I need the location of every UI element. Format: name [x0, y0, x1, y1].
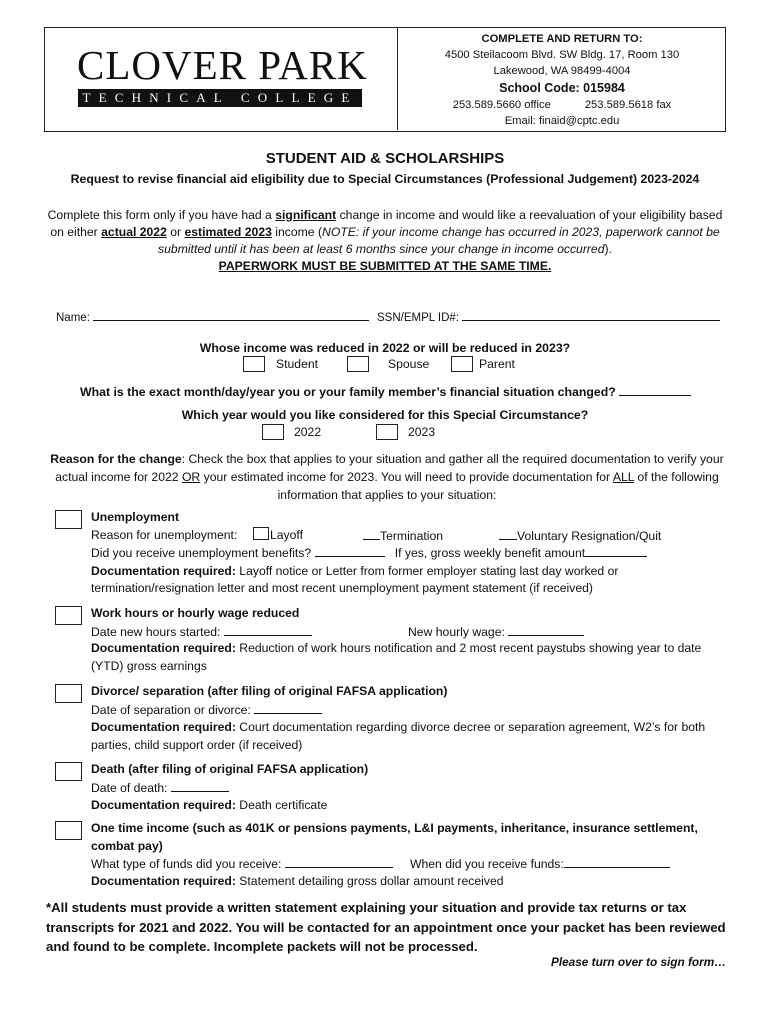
option-2022: 2022: [294, 425, 322, 439]
section-title: Unemployment: [91, 510, 180, 524]
reason-text: : Check the box that applies to your situation and gather all the required documentation to verify your actual income for 2022: [55, 452, 724, 484]
name-label: Name: [56, 312, 87, 324]
reason-or: OR: [181, 470, 201, 484]
logo-main-text: CLOVER PARK: [77, 42, 368, 88]
contact-info: [397, 28, 726, 130]
email: Email: finaid@cptc.edu: [504, 115, 620, 127]
intro-note: : if your income change has occurred in 2023, paperwork cannot be submitted until it has been at least 6 months since your change in income occurred: [158, 225, 720, 256]
intro-significant: significant: [275, 208, 337, 222]
reason-text: of the following information that applies to your situation:: [277, 470, 719, 502]
checkbox-parent[interactable]: [451, 356, 473, 372]
doc-label: Documentation required:: [91, 798, 236, 812]
section-death: [91, 761, 731, 815]
doc-text: Reduction of work hours notification and 2 most recent paystubs showing year to date (YTD) gross earnings: [91, 641, 702, 673]
question-date-text: What is the exact month/day/year you or your family member’s financial situation changed?: [80, 385, 616, 399]
section-title: Death (after filing of original FAFSA application): [91, 762, 369, 776]
doc-text: Death certificate: [235, 798, 328, 812]
onetime-documentation: [91, 873, 711, 891]
layoff-label: Layoff: [270, 527, 303, 542]
benefits-field[interactable]: [315, 544, 385, 557]
death-date-row: [91, 779, 731, 798]
weekly-benefit-field[interactable]: [585, 544, 647, 557]
death-date-label: Date of death:: [91, 780, 168, 795]
wage-label: New hourly wage:: [408, 624, 505, 639]
office-phone: 253.589.5660 office: [452, 99, 551, 111]
section-title: One time income (such as 401K or pensions payments, L&I payments, inheritance, insurance settlement, combat pay): [91, 821, 698, 853]
divorce-date-field[interactable]: [254, 701, 322, 714]
resignation-blank[interactable]: [499, 527, 517, 540]
checkbox-spouse[interactable]: [347, 356, 369, 372]
weekly-benefit-label: If yes, gross weekly benefit amount: [394, 546, 586, 560]
funds-type-label: What type of funds did you receive:: [91, 857, 282, 871]
ssn-field[interactable]: [462, 308, 720, 321]
checkbox-divorce[interactable]: [55, 684, 82, 703]
doc-text: Layoff notice or Letter from former employer stating last day worked or termination/resignation letter and most recent unemployment payment statement (if received): [91, 563, 619, 595]
termination-blank[interactable]: [363, 527, 380, 540]
intro-paragraph: [44, 207, 726, 275]
funds-when-label: When did you receive funds:: [410, 857, 564, 871]
section-one-time-income: [91, 820, 711, 890]
page-subtitle: Request to revise financial aid eligibility due to Special Circumstances (Professional Judgement) 2023-2024: [70, 172, 700, 186]
option-student: Student: [276, 357, 319, 371]
unemployment-documentation: [91, 563, 731, 598]
address-line-2: Lakewood, WA 98499-4004: [493, 65, 631, 77]
doc-label: Documentation required:: [91, 563, 236, 578]
resignation-option[interactable]: [499, 527, 661, 546]
hours-date-field[interactable]: [224, 623, 312, 636]
death-date-field[interactable]: [171, 779, 229, 792]
ssn-row: SSN/EMPL ID#:: [377, 308, 720, 324]
logo-sub-text: TECHNICAL COLLEGE: [78, 89, 362, 107]
doc-text: Statement detailing gross dollar amount received: [235, 873, 504, 888]
funds-type-field[interactable]: [285, 855, 393, 868]
unemployment-reason-row: [91, 527, 731, 545]
school-code: School Code: 015984: [499, 81, 625, 95]
intro-text: income (: [271, 225, 323, 239]
layoff-option[interactable]: [253, 527, 303, 545]
checkbox-2023[interactable]: [376, 424, 398, 440]
doc-text: Court documentation regarding divorce decree or separation agreement, W2’s for both parties, child support order (if received): [91, 720, 706, 752]
name-row: Name:: [56, 308, 369, 324]
page-title: STUDENT AID & SCHOLARSHIPS: [265, 150, 505, 167]
benefits-question: Did you receive unemployment benefits?: [91, 546, 312, 560]
intro-text: change in income and would like a reevaluation of your eligibility based on either: [50, 208, 723, 239]
intro-note-label: NOTE: [322, 225, 356, 239]
submit-same-time-notice: PAPERWORK MUST BE SUBMITTED AT THE SAME TIME.: [218, 259, 552, 273]
layoff-checkbox[interactable]: [253, 527, 269, 540]
question-whose-income: Whose income was reduced in 2022 or will be reduced in 2023?: [199, 341, 571, 355]
section-unemployment: [91, 509, 731, 598]
ssn-label: SSN/EMPL ID#: [377, 312, 456, 324]
option-spouse: Spouse: [388, 357, 430, 371]
college-logo: [45, 28, 395, 130]
wage-field[interactable]: [508, 623, 584, 636]
section-title: Work hours or hourly wage reduced: [91, 606, 300, 620]
intro-text: ).: [604, 242, 612, 256]
reason-text: your estimated income for 2023. You will need to provide documentation for: [200, 470, 613, 484]
section-title: Divorce/ separation (after filing of original FAFSA application): [91, 684, 448, 698]
resignation-label: Voluntary Resignation/Quit: [517, 528, 662, 543]
question-which-year: Which year would you like considered for this Special Circumstance?: [181, 408, 589, 422]
termination-label: Termination: [380, 528, 443, 543]
doc-label: Documentation required:: [91, 873, 236, 888]
reason-all: ALL: [612, 470, 635, 484]
doc-label: Documentation required:: [91, 641, 236, 655]
address-line-1: 4500 Steilacoom Blvd. SW Bldg. 17, Room 130: [444, 49, 680, 61]
hours-documentation: [91, 640, 731, 675]
checkbox-unemployment[interactable]: [55, 510, 82, 529]
fax-number: 253.589.5618 fax: [584, 99, 672, 111]
unemployment-reason-label: Reason for unemployment:: [91, 527, 238, 542]
final-note: *All students must provide a written statement explaining your situation and provide tax returns or tax transcripts for 2021 and 2022. You will be contacted for an appointment once your packet has been reviewed and found to be complete. Incomplete packets will not be processed.: [46, 900, 726, 954]
benefits-row: [91, 544, 731, 563]
death-documentation: [91, 797, 731, 815]
wage-group: [408, 623, 584, 642]
section-divorce: [91, 683, 731, 754]
intro-estimated: estimated 2023: [184, 225, 272, 239]
hours-date-label: Date new hours started:: [91, 624, 221, 639]
section-work-hours: [91, 605, 731, 675]
option-parent: Parent: [479, 357, 515, 371]
intro-text: Complete this form only if you have had a: [47, 208, 276, 222]
checkbox-2022[interactable]: [262, 424, 284, 440]
checkbox-one-time-income[interactable]: [55, 821, 82, 840]
name-field[interactable]: [93, 308, 369, 321]
reason-paragraph: [46, 450, 728, 504]
divorce-date-label: Date of separation or divorce:: [91, 702, 251, 717]
option-2023: 2023: [408, 425, 436, 439]
header-box: [44, 27, 726, 132]
divorce-date-row: [91, 701, 731, 720]
intro-text: or: [166, 225, 185, 239]
divorce-documentation: [91, 719, 731, 754]
funds-when-field[interactable]: [564, 855, 670, 868]
intro-actual: actual 2022: [101, 225, 167, 239]
reason-label: Reason for the change: [50, 452, 182, 466]
checkbox-death[interactable]: [55, 762, 82, 781]
turn-over-note: Please turn over to sign form…: [550, 955, 726, 969]
question-date-changed: [80, 383, 691, 399]
phone-line: [398, 97, 726, 113]
funds-when-group: [410, 855, 670, 874]
termination-option[interactable]: [363, 527, 443, 546]
date-changed-field[interactable]: [619, 383, 691, 396]
doc-label: Documentation required:: [91, 720, 236, 734]
checkbox-work-hours[interactable]: [55, 606, 82, 625]
return-heading: COMPLETE AND RETURN TO:: [481, 33, 643, 45]
hours-row: [91, 623, 731, 641]
funds-row: [91, 855, 711, 873]
checkbox-student[interactable]: [243, 356, 265, 372]
